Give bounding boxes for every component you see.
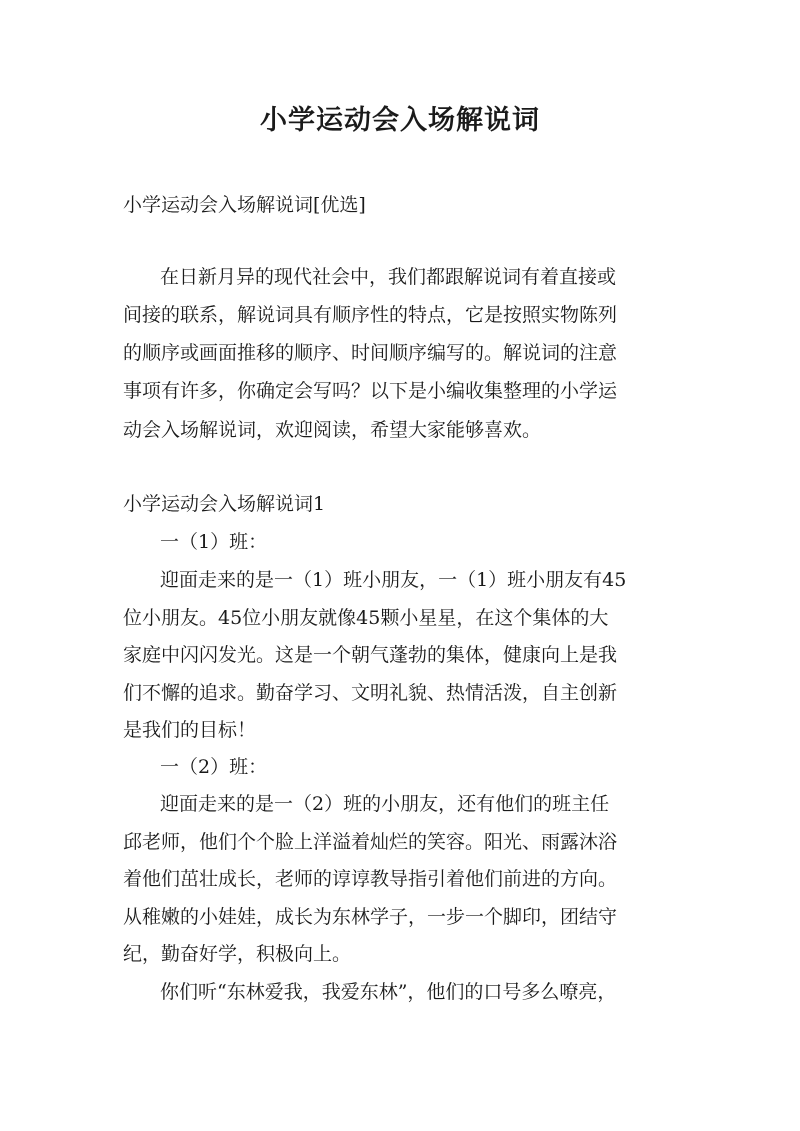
section-heading: 小学运动会入场解说词1: [123, 493, 326, 515]
paragraph-line: 邱老师，他们个个脸上洋溢着灿烂的笑容。阳光、雨露沐浴: [123, 831, 618, 853]
intro-line: 事项有许多，你确定会写吗？以下是小编收集整理的小学运: [123, 380, 618, 402]
intro-line: 的顺序或画面推移的顺序、时间顺序编写的。解说词的注意: [123, 342, 618, 364]
paragraph-line: 从稚嫩的小娃娃，成长为东林学子，一步一个脚印，团结守: [123, 906, 618, 928]
paragraph-line: 纪，勤奋好学，积极向上。: [123, 943, 352, 965]
paragraph-line: 迎面走来的是一（2）班的小朋友，还有他们的班主任: [160, 793, 610, 815]
paragraph-line: 迎面走来的是一（1）班小朋友，一（1）班小朋友有45: [160, 569, 627, 591]
paragraph-line: 着他们茁壮成长，老师的谆谆教导指引着他们前进的方向。: [123, 868, 618, 890]
intro-line: 间接的联系，解说词具有顺序性的特点，它是按照实物陈列: [123, 304, 618, 326]
document-subtitle: 小学运动会入场解说词[优选]: [123, 194, 366, 216]
class-label: 一（2）班：: [160, 756, 268, 778]
paragraph-line: 你们听“东林爱我，我爱东林”，他们的口号多么嘹亮，: [160, 981, 617, 1003]
document-title: 小学运动会入场解说词: [260, 105, 540, 136]
class-label: 一（1）班：: [160, 531, 268, 553]
paragraph-line: 家庭中闪闪发光。这是一个朝气蓬勃的集体，健康向上是我: [123, 644, 618, 666]
intro-line: 动会入场解说词，欢迎阅读，希望大家能够喜欢。: [123, 419, 542, 441]
intro-line: 在日新月异的现代社会中，我们都跟解说词有着直接或: [160, 266, 617, 288]
paragraph-line: 是我们的目标！: [123, 719, 257, 741]
paragraph-line: 们不懈的追求。勤奋学习、文明礼貌、热情活泼，自主创新: [123, 682, 618, 704]
paragraph-line: 位小朋友。45位小朋友就像45颗小星星，在这个集体的大: [123, 607, 609, 629]
